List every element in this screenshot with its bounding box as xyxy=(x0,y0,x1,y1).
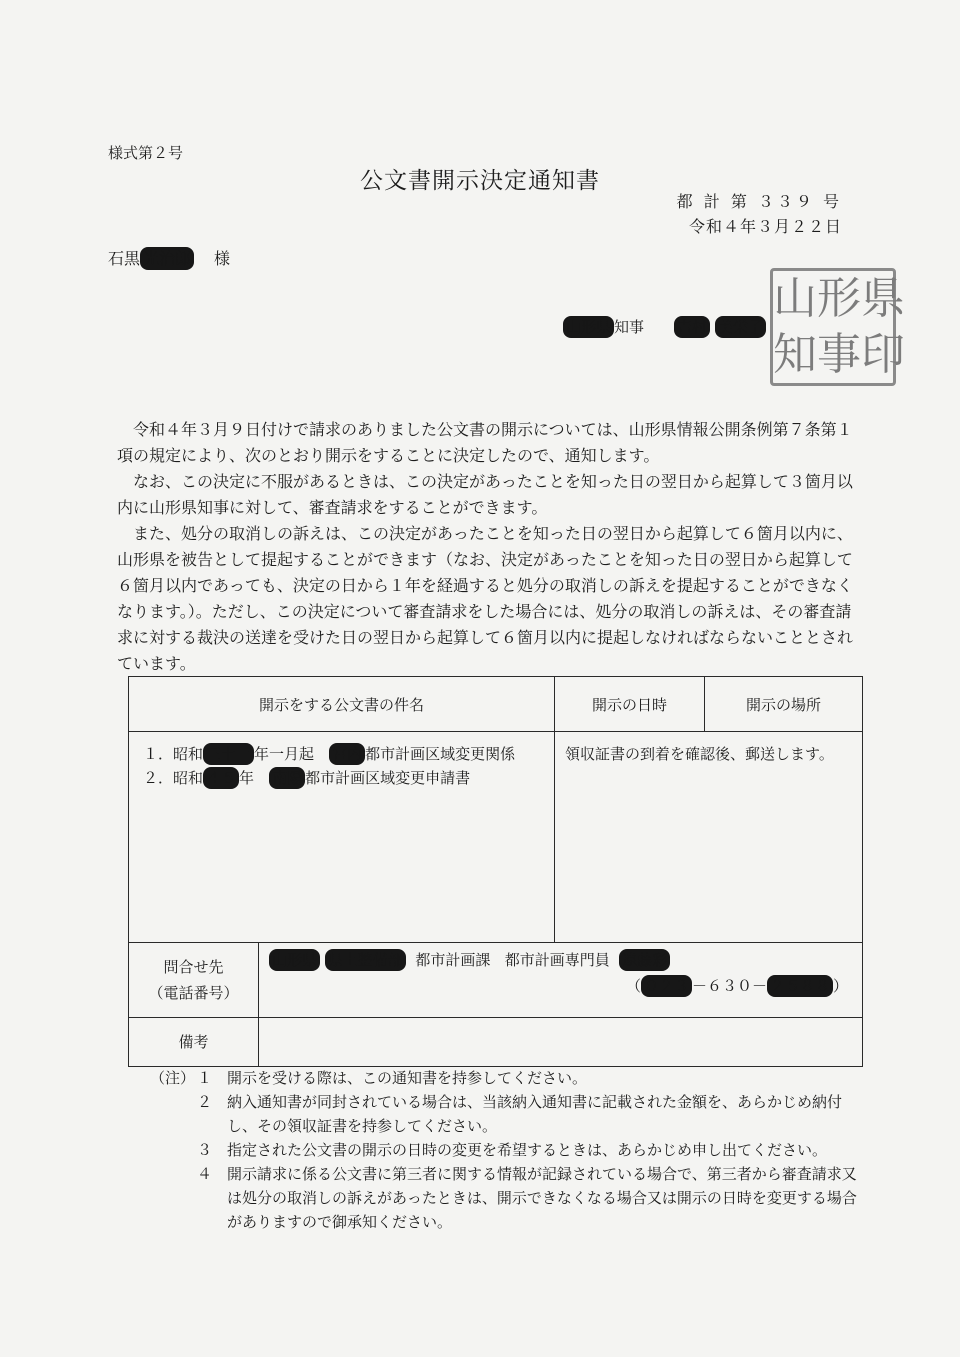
seal-char: 事 xyxy=(817,329,861,380)
redacted-given-name: 光治郎 xyxy=(140,247,194,270)
body-paragraph: 令和４年３月９日付けで請求のありました公文書の開示については、山形県情報公開条例第７条第１項の規定により、次のとおり開示をすることに決定したので、通知します。 xyxy=(117,420,853,465)
body-paragraph: なお、この決定に不服があるときは、この決定があったことを知った日の翌日から起算して３箇月以内に山形県知事に対して、審査請求をすることができます。 xyxy=(117,472,853,517)
document-title: 公文書開示決定通知書 xyxy=(360,168,600,194)
form-number: 様式第２号 xyxy=(108,144,184,162)
document-date: 令和４年３月２２日 xyxy=(688,217,842,236)
seal-char: 知 xyxy=(773,329,817,380)
contact-dept: 県土整備部 xyxy=(325,949,406,971)
sender xyxy=(563,316,766,337)
body-paragraph: また、処分の取消しの訴えは、この決定があったことを知った日の翌日から起算して６箇月以内に、山形県を被告として提起することができます（なお、決定があったことを知った日の翌日から起算して６箇月以内であっても、決定の日から１年を経過すると処分の取消しの訴えを提起することができなくなります。）。ただし、この決定について審査請求をした場合には、処分の取消しの訴えは、その審査請求に対する裁決の送達を受けた日の翌日から起算して６箇月以内に提起しなければならないこととされています。 xyxy=(117,524,854,673)
note-item: （注） １ 開示を受ける際は、この通知書を持参してください。 xyxy=(150,1069,588,1087)
addressee-surname: 石黒 xyxy=(108,249,141,268)
seal-char: 印 xyxy=(861,329,905,380)
header-place: 開示の場所 xyxy=(705,677,863,732)
contact-division: 都市計画課 xyxy=(415,951,491,969)
notes xyxy=(150,1066,870,1234)
contact-pref: 山形県 xyxy=(269,949,320,971)
contact-position: 都市計画専門員 xyxy=(504,951,610,969)
contact-person: 遠藤彩 xyxy=(619,949,670,971)
addressee xyxy=(108,246,230,269)
sender-role: 知事 xyxy=(614,318,645,336)
document-number: 都 計 第 ３３９ 号 xyxy=(676,192,842,211)
note-item: ３ 指定された公文書の開示の日時の変更を希望するときは、あらかじめ申し出てください。 xyxy=(197,1141,828,1159)
remarks-value xyxy=(259,1018,863,1067)
contact-phone: （ ０２３ －６３０－ ２５８８ ） xyxy=(625,977,849,995)
list-item: １．昭和 三十一 年一月起 宮内 都市計画区域変更関係 xyxy=(143,745,516,763)
seal-char: 山 xyxy=(773,273,817,324)
official-seal xyxy=(770,268,905,386)
note-item: ４ 開示請求に係る公文書に第三者に関する情報が記録されている場合で、第三者から審査請求又は処分の取消しの訴えがあったときは、開示できなくなる場合又は開示の日時を変更する場合がありますので御承知ください。 xyxy=(197,1165,857,1231)
disclosure-table xyxy=(128,676,863,1067)
sender-given-name: 美栄子 xyxy=(715,316,766,338)
addressee-honorific: 様 xyxy=(214,249,231,268)
sender-prefecture: 山形県 xyxy=(563,316,614,338)
disclosure-method: 領収証書の到着を確認後、郵送します。 xyxy=(555,732,863,943)
contact-label: 問合せ先 （電話番号） xyxy=(129,943,259,1018)
header-datetime: 開示の日時 xyxy=(555,677,705,732)
sender-surname: 吉村 xyxy=(674,316,710,338)
seal-char: 県 xyxy=(861,273,905,324)
seal-char: 形 xyxy=(817,273,861,324)
document-items xyxy=(129,732,555,943)
header-subject: 開示をする公文書の件名 xyxy=(129,677,555,732)
list-item: ２．昭和 ４５ 年 南陽 都市計画区域変更申請書 xyxy=(143,769,471,787)
remarks-label: 備考 xyxy=(129,1018,259,1067)
note-item: ２ 納入通知書が同封されている場合は、当該納入通知書に記載された金額を、あらかじめ納付し、その領収証書を持参してください。 xyxy=(197,1093,843,1135)
contact-info xyxy=(259,943,863,1018)
body-text xyxy=(117,417,857,677)
